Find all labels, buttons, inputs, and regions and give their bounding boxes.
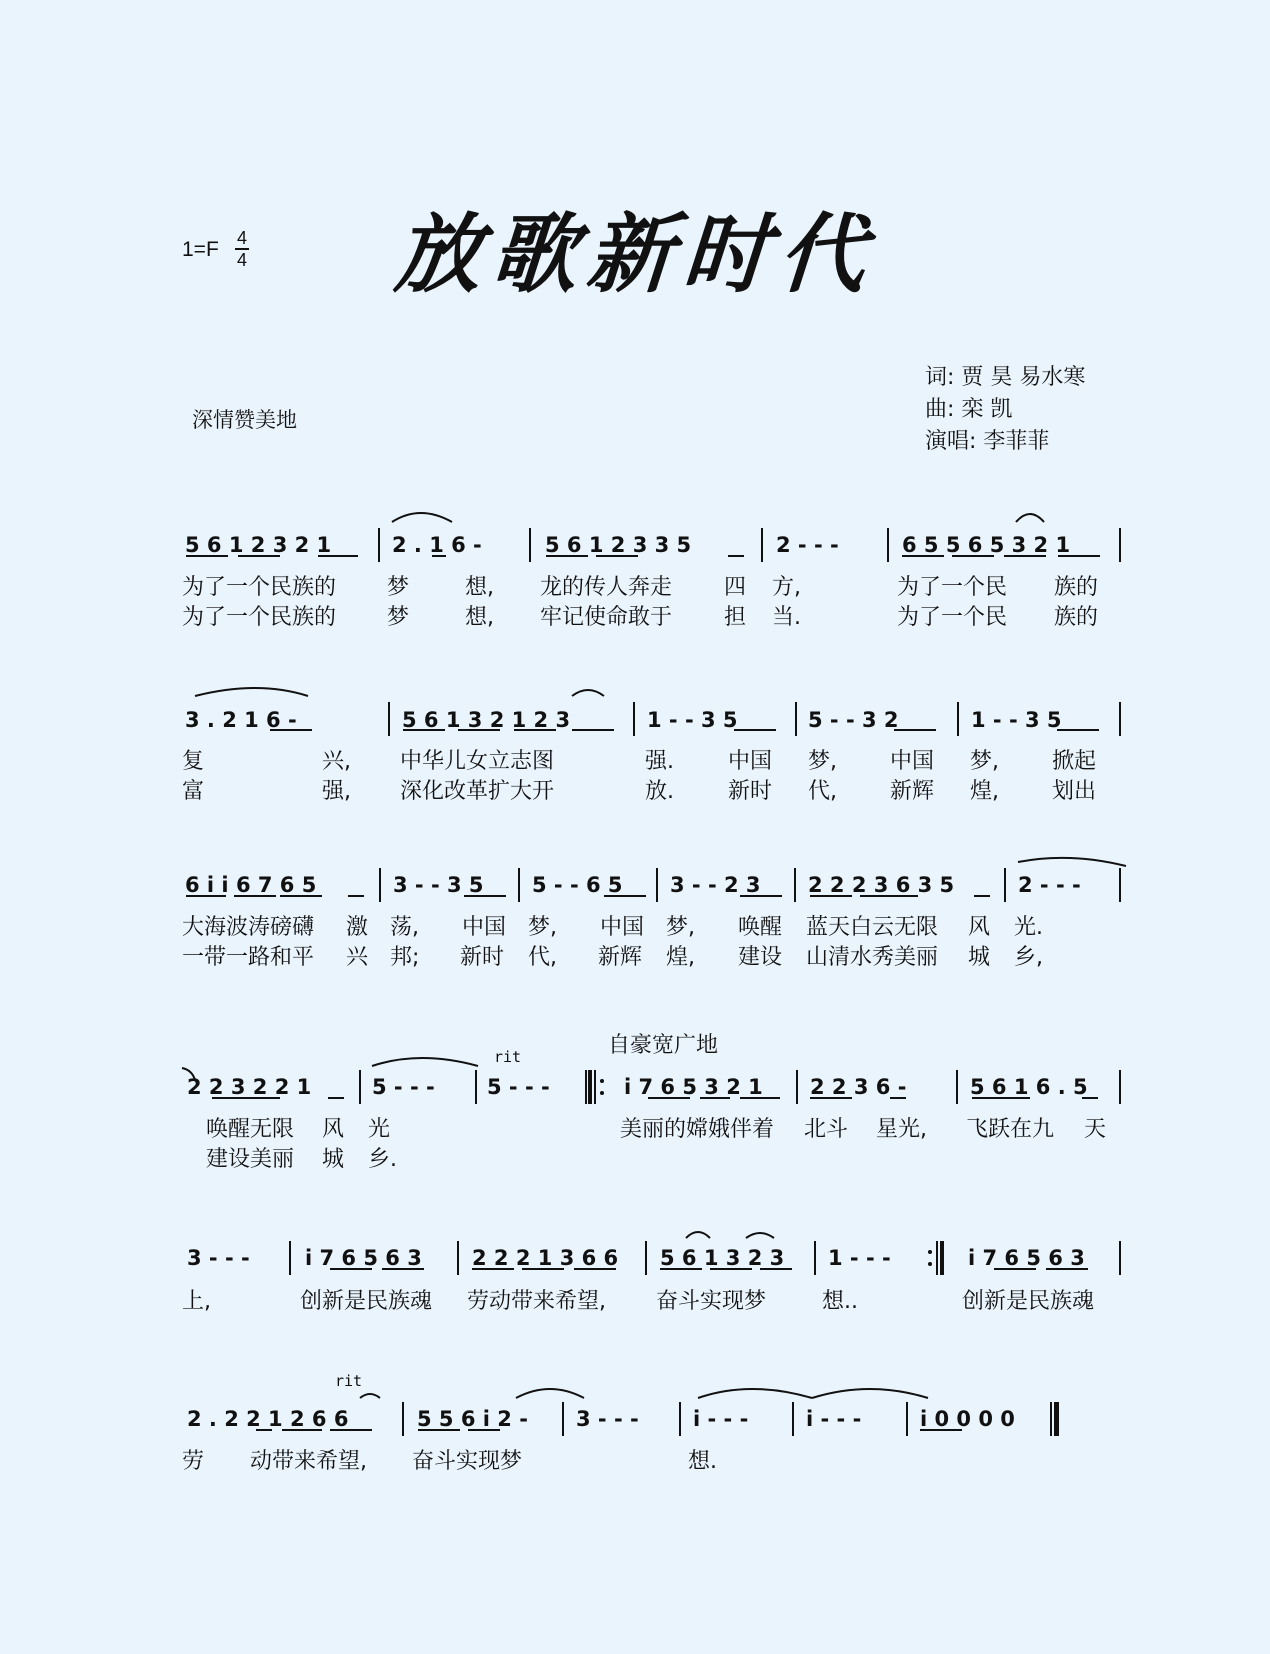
composer: 曲: 栾 凯 [925, 397, 1013, 422]
tempo-mark: 深情赞美地 [192, 408, 297, 432]
lyric: 兴, [322, 749, 351, 774]
measure: 5 - - - [487, 1075, 550, 1099]
lyric: 族的 [1054, 605, 1099, 630]
lyric: 想.. [822, 1289, 858, 1314]
measure: 2 2 3 2 2 1 [187, 1075, 312, 1099]
measure: 5 6 1 3 2 1 2 3 [402, 708, 571, 732]
lyric: 族的 [1054, 575, 1099, 600]
measure: 5 5 6 i 2 - [417, 1407, 528, 1431]
lyric: 大海波涛磅礴 [182, 915, 315, 940]
measure: 6 i i 6 7 6 5 [185, 873, 317, 897]
lyric: 强, [322, 779, 351, 804]
lyric: 强. [645, 749, 674, 774]
measure: 5 6 1 6 . 5 [970, 1075, 1088, 1099]
lyric: 兴 [346, 945, 369, 970]
lyric: 中国 [890, 749, 935, 774]
singer: 演唱: 李菲菲 [925, 429, 1050, 454]
time-top: 4 [236, 228, 247, 248]
lyric: 城 [968, 945, 991, 970]
lyric: 代, [808, 779, 837, 804]
measure: i - - - [693, 1407, 749, 1431]
lyric: 掀起 [1052, 749, 1097, 774]
lyric: 城 [322, 1147, 345, 1172]
measure: 5 6 1 2 3 2 1 [185, 533, 332, 557]
lyric: 煌, [666, 945, 695, 970]
measure: 5 6 1 3 2 3 [660, 1246, 785, 1270]
lyric: 当. [772, 605, 801, 630]
lyric: 荡, [390, 915, 419, 940]
lyric: 劳 [182, 1449, 205, 1474]
lyric: 放. [645, 779, 674, 804]
measure: 3 . 2 1 6 - [185, 708, 297, 732]
lyric: 代, [528, 945, 557, 970]
lyric: 奋斗实现梦 [412, 1449, 523, 1474]
lyric: 中国 [600, 915, 645, 940]
measure: 1 - - 3 5 [971, 708, 1062, 732]
lyric: 方, [772, 575, 801, 600]
lyric: 为了一个民族的 [182, 605, 337, 630]
lyric: 一带一路和平 [182, 945, 315, 970]
lyricist: 词: 贾 昊 易水寒 [925, 365, 1086, 390]
lyric: 上, [182, 1289, 211, 1314]
expression-mark: 自豪宽广地 [608, 1033, 719, 1058]
measure: 3 - - 3 5 [393, 873, 484, 897]
lyric: 乡. [368, 1147, 397, 1172]
lyric: 美丽的嫦娥伴着 [620, 1117, 775, 1142]
lyric: 建设 [738, 945, 783, 970]
lyric: 风 [968, 915, 991, 940]
measure: 3 - - - [187, 1246, 250, 1270]
lyric: 梦, [970, 749, 999, 774]
lyric: 奋斗实现梦 [656, 1289, 767, 1314]
lyric: 光. [1014, 915, 1043, 940]
lyric: 梦, [808, 749, 837, 774]
lyric: 邦; [390, 945, 420, 970]
key-signature: 1=F [182, 238, 219, 261]
lyric: 新时 [728, 779, 773, 804]
lyric: 梦 [387, 575, 410, 600]
measure: 2 2 3 6 - [810, 1075, 907, 1099]
measure: i 7 6 5 6 3 [968, 1246, 1085, 1270]
lyric: 飞跃在九 [966, 1117, 1055, 1142]
measure: 1 - - - [828, 1246, 891, 1270]
rit-mark: rit [335, 1372, 363, 1390]
measure: 5 - - - [372, 1075, 435, 1099]
measure: i 7 6 5 3 2 1 [624, 1075, 763, 1099]
lyric: 为了一个民 [897, 605, 1008, 630]
measure: 5 - - 6 5 [532, 873, 623, 897]
lyric: 新辉 [890, 779, 935, 804]
measure: i - - - [806, 1407, 862, 1431]
lyric: 想. [688, 1449, 717, 1474]
measure: 2 . 2 2 1 2 6 6 [187, 1407, 349, 1431]
measure: 3 - - 2 3 [670, 873, 761, 897]
lyric: 复 [182, 749, 205, 774]
lyric: 唤醒无限 [206, 1117, 295, 1142]
lyric: 新辉 [598, 945, 643, 970]
lyric: 深化改革扩大开 [400, 779, 555, 804]
lyric: 创新是民族魂 [962, 1289, 1095, 1314]
lyric: 劳动带来希望, [467, 1289, 606, 1314]
lyric: 梦 [387, 605, 410, 630]
lyric: 中国 [728, 749, 773, 774]
measure: 1 - - 3 5 [647, 708, 738, 732]
lyric: 创新是民族魂 [300, 1289, 433, 1314]
lyric: 想, [465, 605, 494, 630]
lyric: 激 [346, 915, 369, 940]
measure: i 7 6 5 6 3 [305, 1246, 422, 1270]
measure: 2 - - - [1018, 873, 1081, 897]
lyric: 为了一个民族的 [182, 575, 337, 600]
lyric: 动带来希望, [250, 1449, 367, 1474]
lyric: 梦, [666, 915, 695, 940]
lyric: 煌, [970, 779, 999, 804]
lyric: 中国 [462, 915, 507, 940]
measure: 5 6 1 2 3 3 5 [545, 533, 692, 557]
lyric: 风 [322, 1117, 345, 1142]
measure: 5 - - 3 2 [808, 708, 899, 732]
rit-mark: rit [494, 1048, 522, 1066]
lyric: 北斗 [804, 1117, 849, 1142]
measure: 6 5 5 6 5 3 2 1 [902, 533, 1071, 557]
lyric: 担 [724, 605, 747, 630]
lyric: 光 [368, 1117, 391, 1142]
lyric: 四 [724, 575, 747, 600]
lyric: 中华儿女立志图 [400, 749, 555, 774]
lyric: 天 [1084, 1117, 1107, 1142]
measure: i 0 0 0 0 [920, 1407, 1015, 1431]
lyric: 富 [182, 779, 205, 804]
lyric: 唤醒 [738, 915, 783, 940]
time-bottom: 4 [236, 250, 247, 270]
lyric: 划出 [1052, 779, 1097, 804]
measure: 2 . 1 6 - [392, 533, 482, 557]
measure: 2 2 2 1 3 6 6 [472, 1246, 619, 1270]
lyric: 想, [465, 575, 494, 600]
lyric: 星光, [876, 1117, 927, 1142]
measure: 3 - - - [576, 1407, 639, 1431]
song-title: 放歌新时代 [391, 204, 879, 305]
measure: 2 - - - [776, 533, 839, 557]
lyric: 牢记使命敢于 [540, 605, 673, 630]
lyric: 为了一个民 [897, 575, 1008, 600]
measure: 2 2 2 3 6 3 5 [808, 873, 955, 897]
lyric: 蓝天白云无限 [806, 915, 939, 940]
lyric: 乡, [1014, 945, 1043, 970]
lyric: 龙的传人奔走 [540, 575, 673, 600]
lyric: 梦, [528, 915, 557, 940]
lyric: 山清水秀美丽 [806, 945, 939, 970]
lyric: 建设美丽 [206, 1147, 295, 1172]
lyric: 新时 [460, 945, 505, 970]
